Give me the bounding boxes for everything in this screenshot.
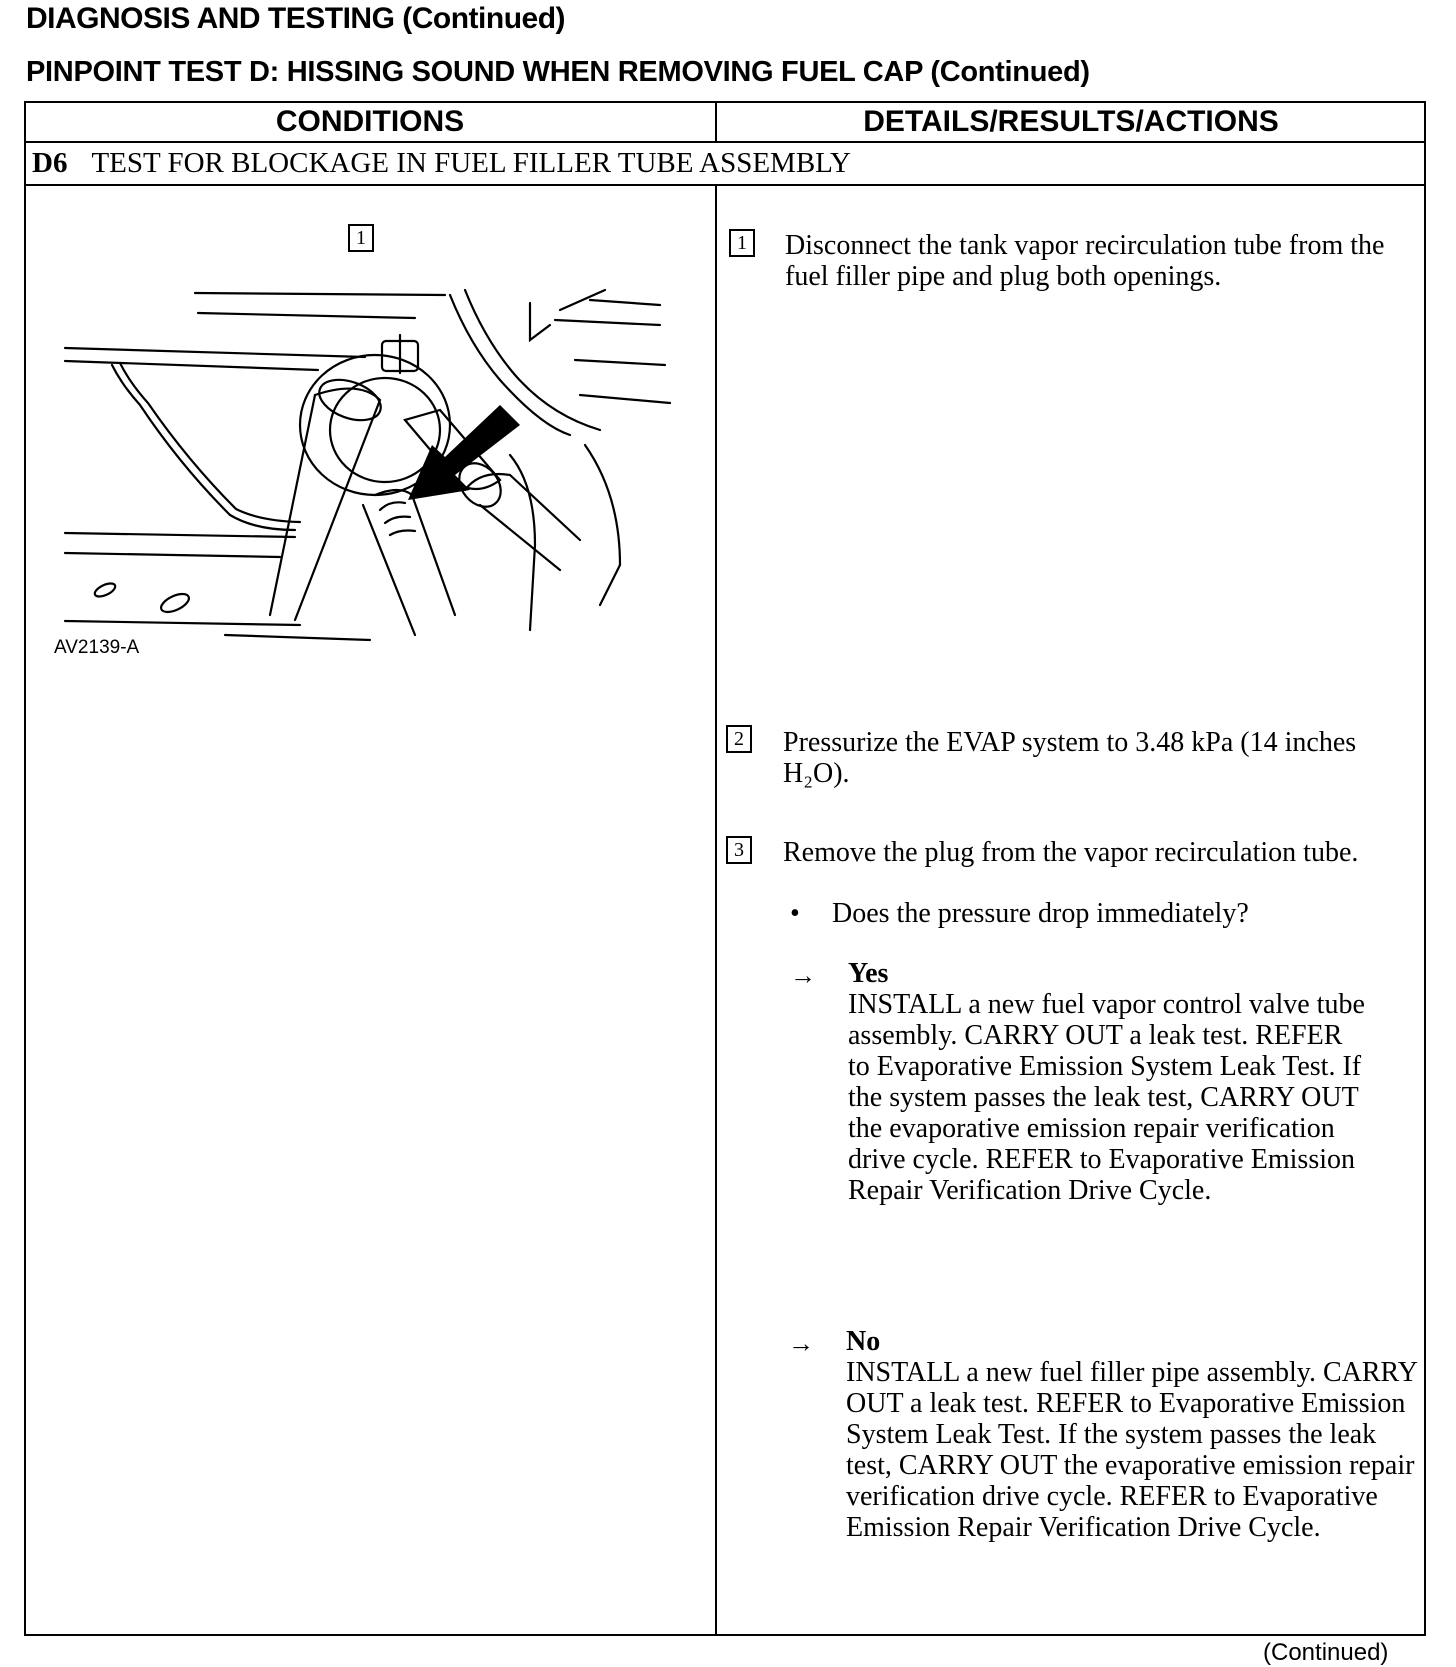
step-code: D6	[32, 147, 68, 179]
step-divider	[24, 184, 1426, 186]
yes-response	[848, 958, 1368, 1206]
no-action-text: INSTALL a new fuel filler pipe assembly. CARRY OUT a leak test. REFER to Evaporative Emission System Leak Test. If the system passes the leak test, CARRY OUT the evaporative emission repair verification drive cycle. REFER to Evaporative Emission Repair Verification Drive Cycle.	[846, 1357, 1417, 1543]
step-2-text-line2: H₂O).	[783, 758, 850, 789]
fuel-filler-illustration	[60, 285, 680, 655]
question-text: Does the pressure drop immediately?	[832, 898, 1249, 929]
conditions-column-header: CONDITIONS	[275, 105, 465, 138]
step-title: TEST FOR BLOCKAGE IN FUEL FILLER TUBE ASSEMBLY	[91, 147, 851, 179]
details-column-header: DETAILS/RESULTS/ACTIONS	[863, 105, 1279, 138]
continued-footer: (Continued)	[1263, 1639, 1389, 1666]
no-arrow-icon: →	[788, 1329, 814, 1358]
step-2-number: 2	[726, 725, 752, 753]
yes-action-text: INSTALL a new fuel vapor control valve tube assembly. CARRY OUT a leak test. REFER to Evaporative Emission System Leak Test. If the system passes the leak test, CARRY OUT the evaporative emission repair verification drive cycle. REFER to Evaporative Emission Repair Verification Drive Cycle.	[848, 989, 1365, 1206]
step-3-number: 3	[726, 836, 752, 864]
no-response	[846, 1326, 1424, 1543]
yes-label: Yes	[848, 958, 889, 989]
step-1-number: 1	[729, 229, 755, 257]
figure-callout: 1	[348, 224, 374, 252]
bullet-icon: •	[790, 898, 800, 929]
yes-arrow-icon: →	[790, 961, 816, 990]
page-header-title: DIAGNOSIS AND TESTING (Continued)	[26, 2, 566, 35]
step-2-text-line1: Pressurize the EVAP system to 3.48 kPa (14 inches	[783, 727, 1357, 758]
step-heading	[32, 147, 851, 180]
step-1-text: Disconnect the tank vapor recirculation tube from the fuel filler pipe and plug both openings.	[785, 230, 1385, 292]
no-label: No	[846, 1326, 881, 1357]
step-2-text	[783, 727, 1423, 789]
header-divider	[24, 141, 1426, 143]
figure-caption: AV2139-A	[54, 637, 140, 658]
pinpoint-test-title: PINPOINT TEST D: HISSING SOUND WHEN REMOVING FUEL CAP (Continued)	[26, 56, 1090, 88]
step-3-text: Remove the plug from the vapor recirculation tube.	[783, 837, 1359, 868]
column-divider	[715, 184, 717, 1636]
